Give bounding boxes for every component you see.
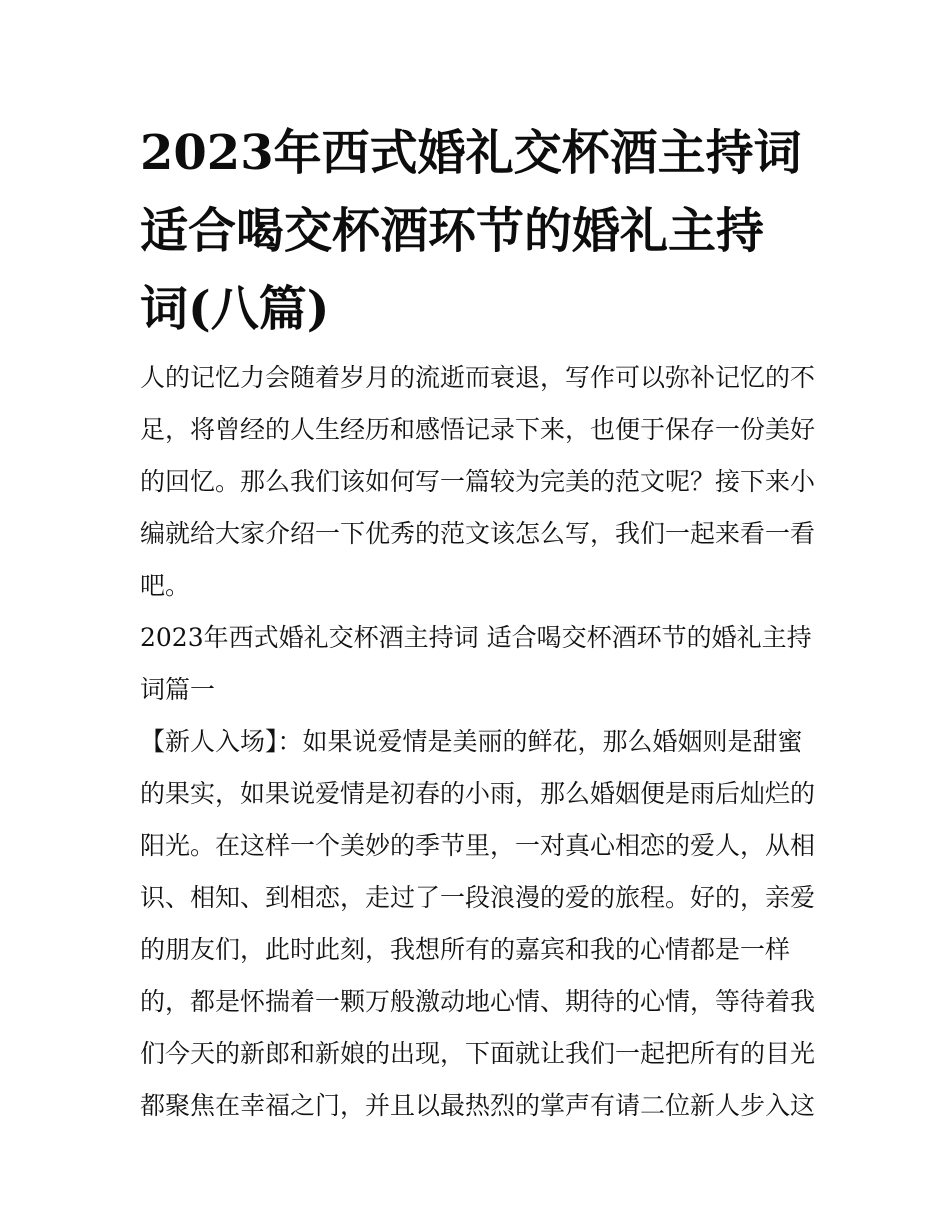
section-heading-line: 2023年西式婚礼交杯酒主持词 适合喝交杯酒环节的婚礼主持 <box>140 623 812 652</box>
title-line-2: 适合喝交杯酒环节的婚礼主持 <box>140 203 765 259</box>
section-line: 阳光。在这样一个美妙的季节里，一对真心相恋的爱人，从相 <box>140 831 816 860</box>
intro-line: 的回忆。那么我们该如何写一篇较为完美的范文呢？接下来小 <box>140 467 816 496</box>
document-title <box>140 114 820 348</box>
intro-line: 编就给大家介绍一下优秀的范文该怎么写，我们一起来看一看 <box>140 519 816 548</box>
section-line: 的果实，如果说爱情是初春的小雨，那么婚姻便是雨后灿烂的 <box>140 779 816 808</box>
intro-paragraph <box>140 352 820 612</box>
section-line: 的，都是怀揣着一颗万般激动地心情、期待的心情，等待着我 <box>140 987 816 1016</box>
section-heading-line: 词篇一 <box>140 675 216 704</box>
section-line: 都聚焦在幸福之门，并且以最热烈的掌声有请二位新人步入这 <box>140 1091 816 1120</box>
document-body <box>140 352 820 1132</box>
section-heading <box>140 612 820 716</box>
title-line-3: 词(八篇) <box>140 281 330 337</box>
section-line: 的朋友们，此时此刻，我想所有的嘉宾和我的心情都是一样 <box>140 935 791 964</box>
intro-line: 人的记忆力会随着岁月的流逝而衰退，写作可以弥补记忆的不 <box>140 363 816 392</box>
intro-line: 足，将曾经的人生经历和感悟记录下来，也便于保存一份美好 <box>140 415 816 444</box>
section-line: 【新人入场】：如果说爱情是美丽的鲜花，那么婚姻则是甜蜜 <box>140 727 803 756</box>
intro-line: 吧。 <box>140 571 191 600</box>
section-line: 们今天的新郎和新娘的出现，下面就让我们一起把所有的目光 <box>140 1039 816 1068</box>
section-line: 识、相知、到相恋，走过了一段浪漫的爱的旅程。好的，亲爱 <box>140 883 816 912</box>
section-paragraph <box>140 716 820 1132</box>
title-line-1: 2023年西式婚礼交杯酒主持词 <box>140 125 802 181</box>
